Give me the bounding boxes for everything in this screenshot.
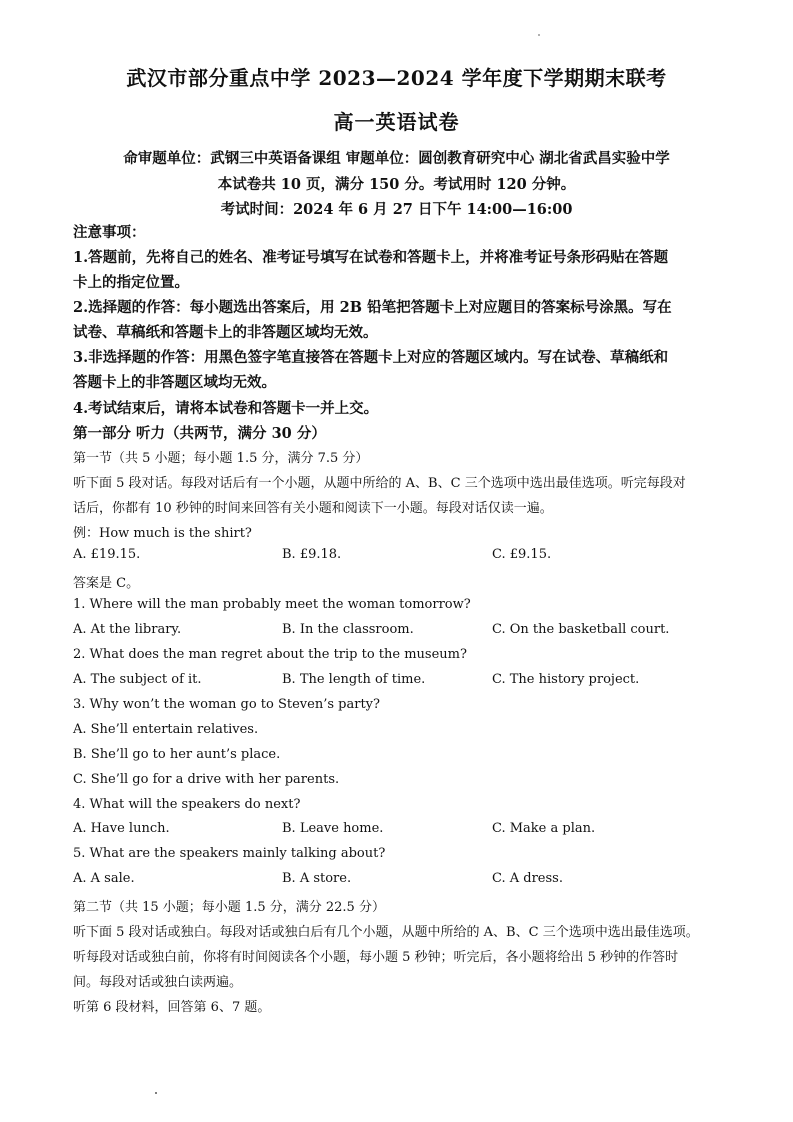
notice-line: 卡上的指定位置。 xyxy=(73,274,189,291)
section2-material-note: 听第 6 段材料，回答第 6、7 题。 xyxy=(73,1000,271,1015)
notice-line: 试卷、草稿纸和答题卡上的非答题区域均无效。 xyxy=(73,324,378,341)
exam-subtitle: 高一英语试卷 xyxy=(333,110,460,134)
option-a: A. Have lunch. xyxy=(73,821,170,836)
option-c: C. A dress. xyxy=(492,871,563,886)
notice-line: 3.非选择题的作答：用黑色签字笔直接答在答题卡上对应的答题区域内。写在试卷、草稿纸和 xyxy=(73,349,669,366)
section2-instruction: 听每段对话或独白前，你将有时间阅读各个小题，每小题 5 秒钟；听完后，各小题将给出 5 秒钟的作答时 xyxy=(73,950,679,965)
option-a: A. £19.15. xyxy=(73,547,141,562)
section2-instruction: 听下面 5 段对话或独白。每段对话或独白后有几个小题，从题中所给的 A、B、C 三个选项中选出最佳选项。 xyxy=(73,925,699,940)
option-b: B. In the classroom. xyxy=(282,622,414,637)
notice-line: 答题卡上的非答题区域均无效。 xyxy=(73,374,276,391)
option-a: A. She’ll entertain relatives. xyxy=(73,722,259,737)
question-5: 5. What are the speakers mainly talking about? xyxy=(73,846,386,861)
question-2: 2. What does the man regret about the trip to the museum? xyxy=(73,647,467,662)
question-3: 3. Why won’t the woman go to Steven’s party? xyxy=(73,697,380,712)
exam-units: 命审题单位：武钢三中英语备课组 审题单位：圆创教育研究中心 湖北省武昌实验中学 xyxy=(123,150,670,167)
question-1: 1. Where will the man probably meet the woman tomorrow? xyxy=(73,597,471,612)
option-c: C. On the basketball court. xyxy=(492,622,670,637)
option-a: A. At the library. xyxy=(73,622,182,637)
exam-time: 考试时间：2024 年 6 月 27 日下午 14:00—16:00 xyxy=(220,201,573,218)
scan-dot xyxy=(538,34,540,36)
part1-heading: 第一部分 听力（共两节，满分 30 分） xyxy=(73,425,326,442)
exam-title: 武汉市部分重点中学 2023—2024 学年度下学期期末联考 xyxy=(126,66,667,90)
example-answer: 答案是 C。 xyxy=(73,576,140,591)
notice-line: 4.考试结束后，请将本试卷和答题卡一并上交。 xyxy=(73,400,379,417)
option-b: B. The length of time. xyxy=(282,672,426,687)
section1-instruction: 听下面 5 段对话。每段对话后有一个小题，从题中所给的 A、B、C 三个选项中选出最佳选项。听完每段对 xyxy=(73,476,686,491)
option-c: C. £9.15. xyxy=(492,547,552,562)
section2-heading: 第二节（共 15 小题；每小题 1.5 分，满分 22.5 分） xyxy=(73,900,385,915)
option-c: C. She’ll go for a drive with her parents. xyxy=(73,772,340,787)
exam-pages-score: 本试卷共 10 页，满分 150 分。考试用时 120 分钟。 xyxy=(217,176,576,193)
option-b: B. Leave home. xyxy=(282,821,384,836)
notice-line: 1.答题前，先将自己的姓名、准考证号填写在试卷和答题卡上，并将准考证号条形码贴在答题 xyxy=(73,249,669,266)
option-c: C. The history project. xyxy=(492,672,640,687)
option-a: A. The subject of it. xyxy=(73,672,202,687)
option-a: A. A sale. xyxy=(73,871,135,886)
option-b: B. She’ll go to her aunt’s place. xyxy=(73,747,281,762)
section2-instruction: 间。每段对话或独白读两遍。 xyxy=(73,975,243,990)
question-4: 4. What will the speakers do next? xyxy=(73,797,301,812)
option-b: B. £9.18. xyxy=(282,547,342,562)
option-b: B. A store. xyxy=(282,871,352,886)
notice-line: 2.选择题的作答：每小题选出答案后，用 2B 铅笔把答题卡上对应题目的答案标号涂黑。写在 xyxy=(73,299,672,316)
section1-instruction: 话后，你都有 10 秒钟的时间来回答有关小题和阅读下一小题。每段对话仅读一遍。 xyxy=(73,501,553,516)
notice-heading: 注意事项： xyxy=(73,224,146,241)
footer-dot xyxy=(155,1092,157,1094)
option-c: C. Make a plan. xyxy=(492,821,596,836)
section1-heading: 第一节（共 5 小题；每小题 1.5 分，满分 7.5 分） xyxy=(73,451,369,466)
example-question: 例：How much is the shirt? xyxy=(73,526,252,541)
